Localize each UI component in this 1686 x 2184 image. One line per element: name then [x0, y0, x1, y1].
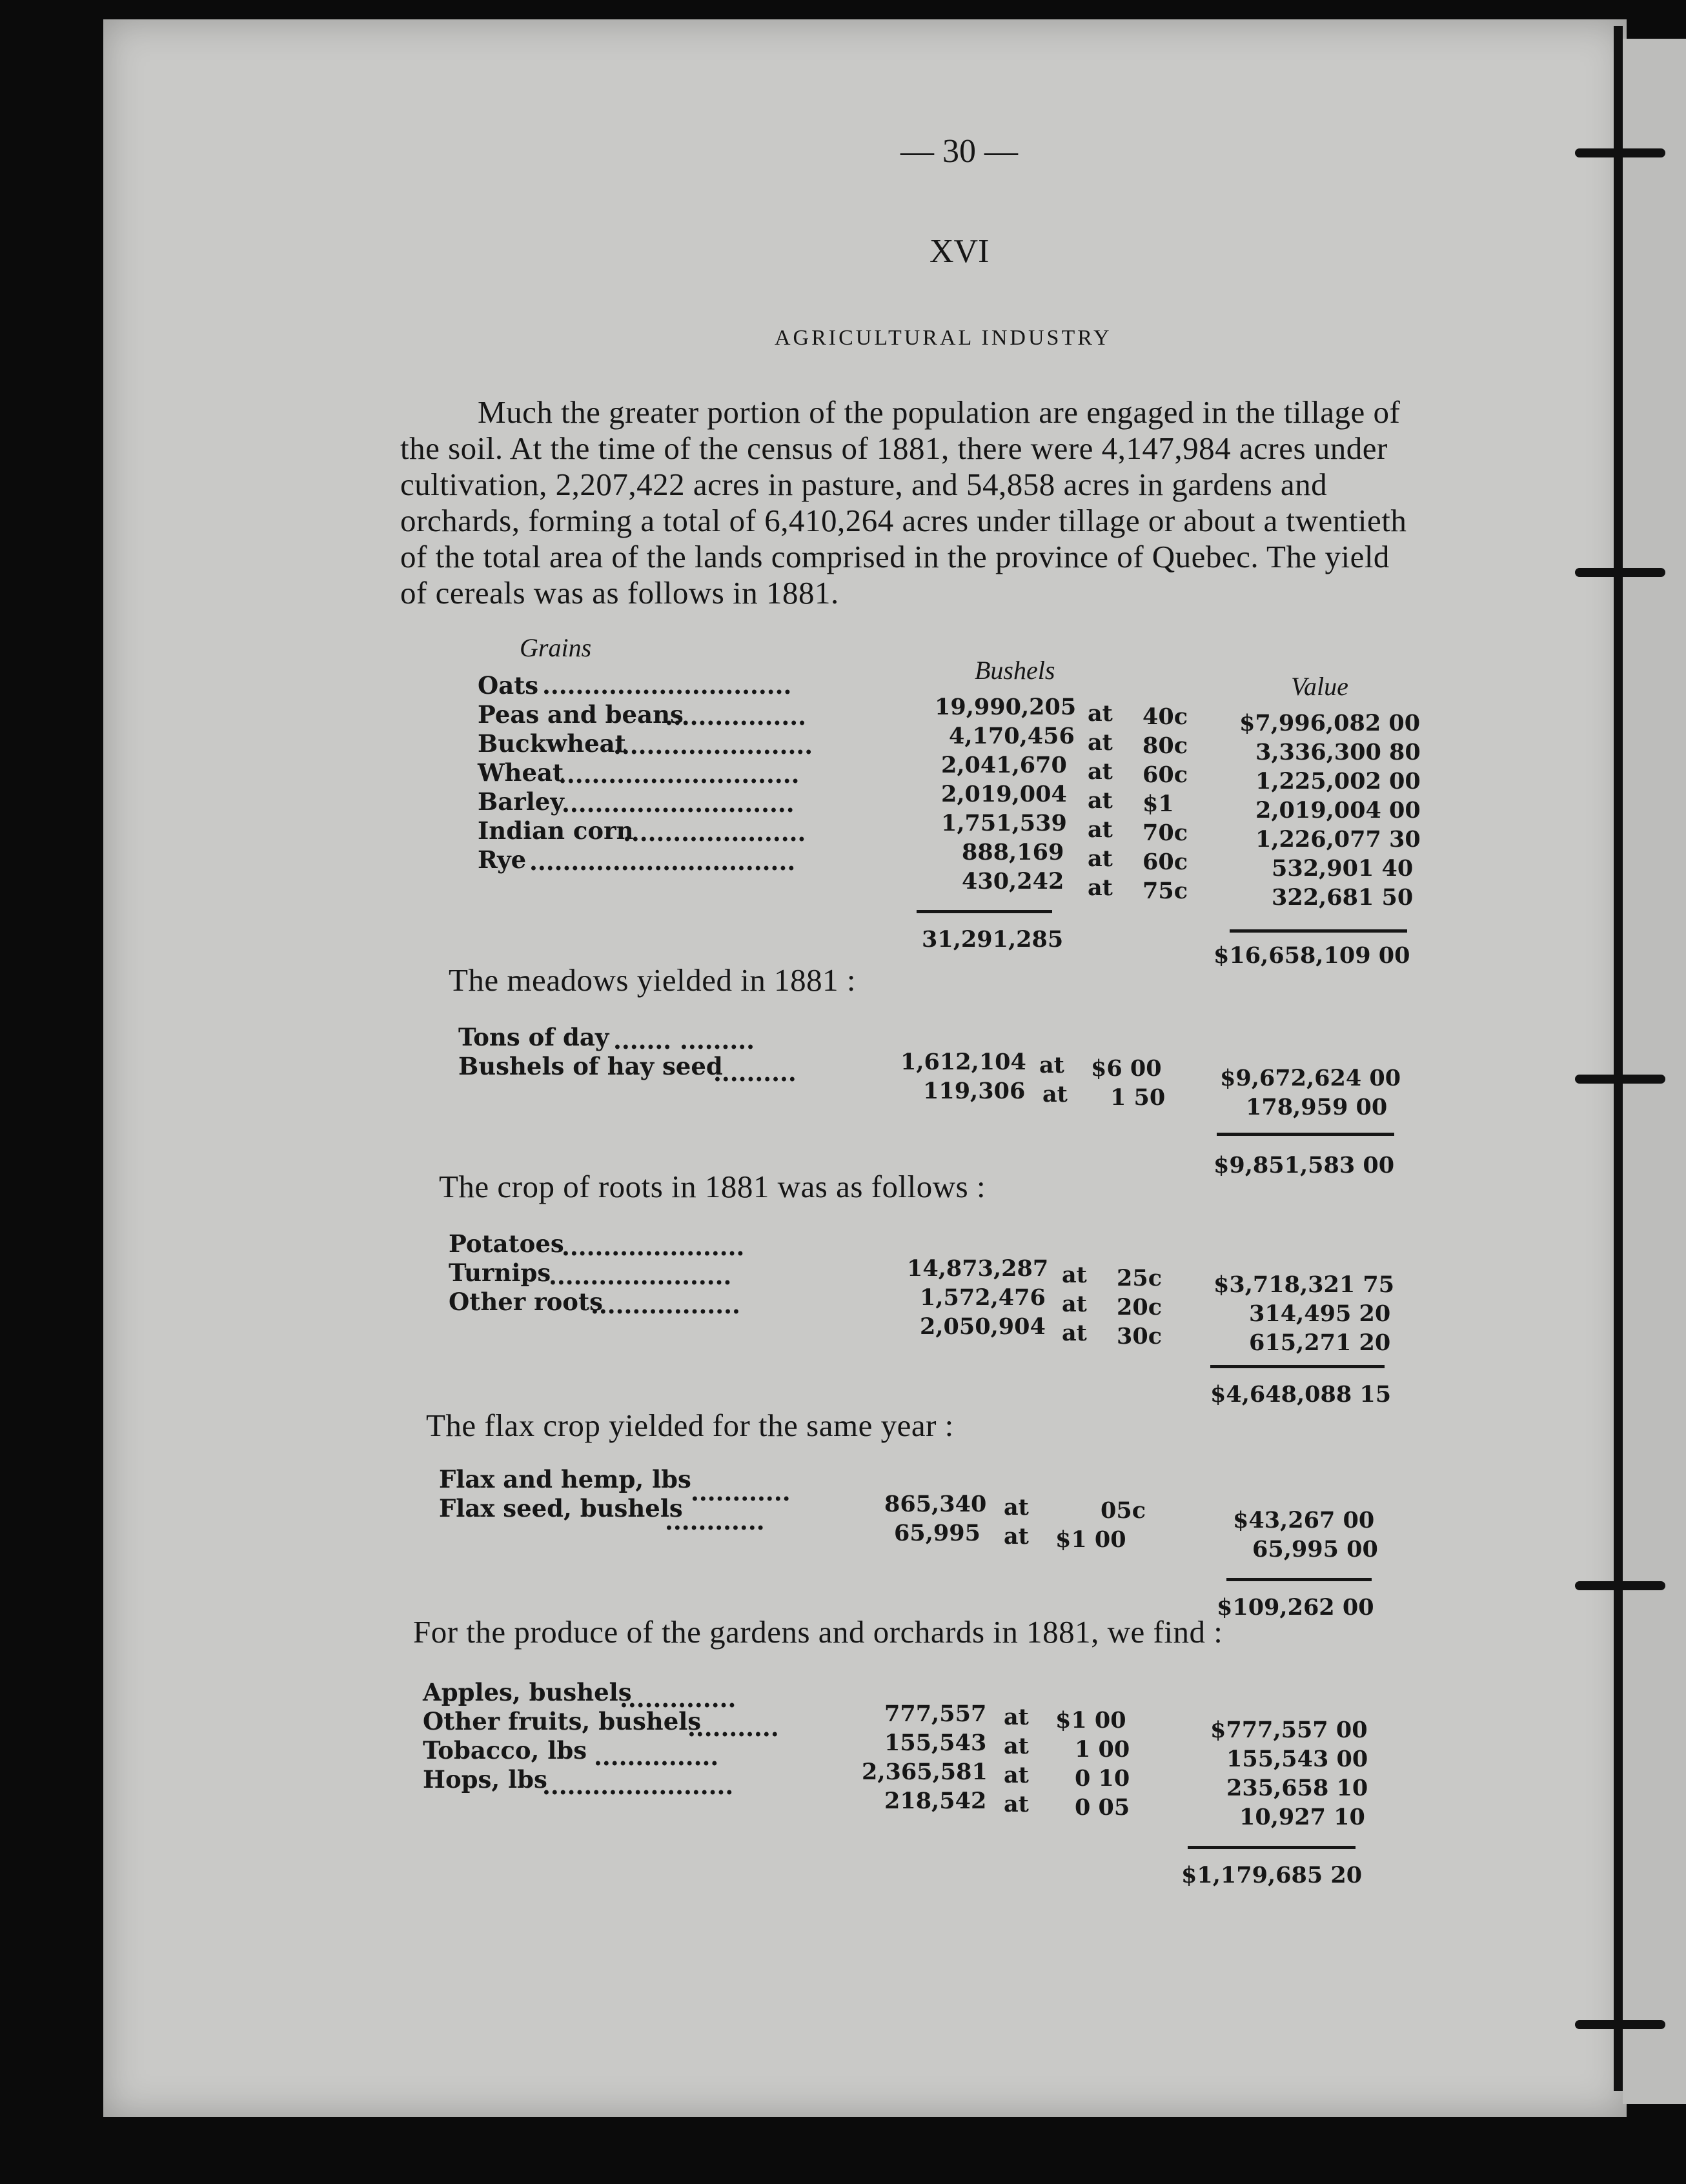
total-quantity: 31,291,285 — [922, 926, 1064, 953]
row-label: Other roots — [449, 1288, 603, 1316]
row-value: 235,658 10 — [1226, 1775, 1368, 1801]
total-rule — [1188, 1846, 1356, 1849]
leader-dots: .......... — [713, 1058, 797, 1087]
row-rate: 70c — [1143, 820, 1188, 846]
row-quantity: 218,542 — [884, 1788, 987, 1814]
total-value: $1,179,685 20 — [1181, 1862, 1363, 1888]
leader-dots: ........................ — [613, 731, 813, 760]
leader-dots: ............ — [665, 1507, 765, 1535]
row-at: at — [1088, 787, 1113, 814]
row-at: at — [1042, 1081, 1068, 1107]
row-value: 314,495 20 — [1249, 1300, 1391, 1327]
row-at: at — [1004, 1494, 1029, 1521]
row-label: Flax and hemp, lbs — [439, 1465, 691, 1493]
row-at: at — [1004, 1523, 1029, 1550]
row-quantity: 777,557 — [884, 1701, 987, 1727]
row-rate: 05c — [1101, 1497, 1146, 1524]
intro-line: cultivation, 2,207,422 acres in pasture, and 54,858 acres in gardens and — [400, 467, 1328, 502]
row-quantity: 4,170,456 — [949, 723, 1075, 749]
column-header-grains: Grains — [520, 633, 592, 662]
row-label: Wheat — [478, 758, 564, 787]
row-rate: $1 00 — [1055, 1707, 1126, 1734]
row-rate: 1 50 — [1110, 1084, 1166, 1111]
row-quantity: 1,751,539 — [941, 810, 1067, 836]
row-label: Tons of day — [458, 1023, 609, 1051]
row-at: at — [1062, 1291, 1087, 1317]
row-quantity: 119,306 — [923, 1078, 1026, 1104]
total-rule — [1226, 1578, 1372, 1581]
row-label: Flax seed, bushels — [439, 1494, 683, 1522]
intro-line: orchards, forming a total of 6,410,264 acres under tillage or about a twentieth — [400, 503, 1407, 538]
row-label: Apples, bushels — [423, 1678, 632, 1706]
row-quantity: 430,242 — [962, 868, 1064, 895]
row-at: at — [1004, 1791, 1029, 1817]
row-value: 10,927 10 — [1239, 1804, 1365, 1830]
row-quantity: 65,995 — [894, 1520, 980, 1546]
intro-line: the soil. At the time of the census of 1881, there were 4,147,984 acres under — [400, 430, 1388, 466]
row-label: Tobacco, lbs — [423, 1736, 587, 1764]
row-label: Barley — [478, 787, 564, 816]
total-rule — [1230, 929, 1407, 933]
row-quantity: 14,873,287 — [907, 1255, 1049, 1282]
row-quantity: 19,990,205 — [935, 694, 1077, 720]
row-rate: 20c — [1117, 1294, 1163, 1320]
row-rate: 75c — [1143, 878, 1188, 904]
leader-dots: ...................... — [549, 1262, 732, 1290]
row-at: at — [1088, 758, 1113, 785]
row-rate: 25c — [1117, 1265, 1163, 1291]
section-heading: The meadows yielded in 1881 : — [449, 962, 856, 998]
leader-dots: ........... — [687, 1714, 779, 1742]
column-header-value: Value — [1291, 672, 1348, 701]
row-rate: 0 05 — [1075, 1794, 1130, 1821]
leader-dots: ...................... — [562, 1233, 745, 1261]
row-label: Hops, lbs — [423, 1765, 547, 1794]
leader-dots: .............. — [620, 1684, 736, 1713]
row-at: at — [1004, 1704, 1029, 1730]
row-quantity: 865,340 — [884, 1491, 987, 1517]
leader-dots: ....................... — [542, 1772, 734, 1800]
total-rule — [917, 910, 1052, 913]
row-value: 532,901 40 — [1272, 855, 1414, 882]
row-quantity: 2,041,670 — [941, 752, 1067, 778]
row-quantity: 2,365,581 — [862, 1759, 988, 1785]
row-value: $43,267 00 — [1233, 1507, 1375, 1533]
row-value: $7,996,082 00 — [1239, 710, 1421, 736]
row-quantity: 155,543 — [884, 1730, 987, 1756]
binding-mark — [1575, 2020, 1665, 2029]
leader-dots: ................. — [665, 702, 806, 731]
leader-dots: ............ — [691, 1478, 791, 1506]
row-rate: $1 — [1143, 791, 1174, 817]
section-title: AGRICULTURAL INDUSTRY — [775, 326, 1112, 350]
total-value: $16,658,109 00 — [1214, 942, 1410, 969]
leader-dots: ............... — [594, 1743, 719, 1771]
row-label: Other fruits, bushels — [423, 1707, 702, 1735]
section-heading: The flax crop yielded for the same year : — [426, 1408, 954, 1443]
total-value: $9,851,583 00 — [1214, 1152, 1395, 1178]
leader-dots: ............................. — [558, 760, 800, 789]
leader-dots: ............................ — [562, 789, 795, 818]
row-value: 1,226,077 30 — [1255, 826, 1421, 853]
row-value: 178,959 00 — [1246, 1094, 1388, 1120]
row-rate: 40c — [1143, 703, 1188, 730]
leader-dots: ...................... — [623, 818, 806, 847]
column-header-bushels: Bushels — [975, 656, 1055, 685]
row-label: Turnips — [449, 1259, 551, 1287]
row-value: 322,681 50 — [1272, 884, 1414, 911]
row-at: at — [1039, 1052, 1064, 1078]
row-rate: $6 00 — [1091, 1055, 1162, 1082]
adjacent-page-strip — [1623, 39, 1686, 2104]
row-value: $9,672,624 00 — [1220, 1065, 1401, 1091]
row-label: Rye — [478, 845, 527, 874]
page-edge — [1614, 26, 1623, 2091]
row-value: 3,336,300 80 — [1255, 739, 1421, 765]
row-quantity: 888,169 — [962, 839, 1064, 865]
leader-dots: ................................ — [529, 847, 796, 876]
row-value: $777,557 00 — [1210, 1717, 1368, 1743]
leader-dots: .............................. — [542, 671, 792, 700]
binding-mark — [1575, 1075, 1665, 1084]
row-at: at — [1088, 845, 1113, 872]
section-heading: The crop of roots in 1881 was as follows : — [439, 1169, 986, 1204]
row-at: at — [1062, 1262, 1087, 1288]
row-quantity: 2,050,904 — [920, 1313, 1046, 1340]
row-rate: $1 00 — [1055, 1526, 1126, 1553]
row-rate: 0 10 — [1075, 1765, 1130, 1792]
binding-mark — [1575, 1581, 1665, 1590]
row-at: at — [1088, 700, 1113, 727]
row-at: at — [1088, 875, 1113, 901]
leader-dots: ....... ......... — [613, 1026, 755, 1055]
row-value: 65,995 00 — [1252, 1536, 1378, 1562]
total-value: $109,262 00 — [1217, 1594, 1374, 1621]
row-label: Oats — [478, 671, 539, 700]
intro-line: of the total area of the lands comprised in the province of Quebec. The yield — [400, 539, 1390, 574]
row-at: at — [1004, 1762, 1029, 1788]
row-value: 615,271 20 — [1249, 1330, 1391, 1356]
leader-dots: .................. — [591, 1291, 740, 1319]
row-value: 155,543 00 — [1226, 1746, 1368, 1772]
row-label: Peas and beans — [478, 700, 684, 729]
binding-mark — [1575, 568, 1665, 577]
row-value: $3,718,321 75 — [1214, 1271, 1395, 1298]
intro-line: of cereals was as follows in 1881. — [400, 575, 839, 611]
row-rate: 80c — [1143, 733, 1188, 759]
total-rule — [1210, 1365, 1385, 1368]
page-number: — 30 — — [900, 133, 1018, 170]
binding-mark — [1575, 148, 1665, 157]
row-value: 1,225,002 00 — [1255, 768, 1421, 794]
row-at: at — [1088, 816, 1113, 843]
row-quantity: 1,612,104 — [900, 1049, 1026, 1075]
row-at: at — [1088, 729, 1113, 756]
row-value: 2,019,004 00 — [1255, 797, 1421, 824]
total-value: $4,648,088 15 — [1210, 1381, 1392, 1408]
row-at: at — [1004, 1733, 1029, 1759]
row-label: Indian corn — [478, 816, 634, 845]
section-numeral: XVI — [929, 233, 990, 270]
row-quantity: 1,572,476 — [920, 1284, 1046, 1311]
section-heading: For the produce of the gardens and orchards in 1881, we find : — [413, 1614, 1223, 1650]
row-at: at — [1062, 1320, 1087, 1346]
row-rate: 1 00 — [1075, 1736, 1130, 1763]
row-quantity: 2,019,004 — [941, 781, 1067, 807]
intro-line: Much the greater portion of the population are engaged in the tillage of — [478, 394, 1401, 430]
row-rate: 60c — [1143, 762, 1188, 788]
total-rule — [1217, 1133, 1394, 1136]
row-label: Potatoes — [449, 1229, 564, 1258]
row-rate: 60c — [1143, 849, 1188, 875]
row-label: Buckwheat — [478, 729, 626, 758]
row-rate: 30c — [1117, 1323, 1163, 1350]
row-label: Bushels of hay seed — [458, 1052, 723, 1080]
